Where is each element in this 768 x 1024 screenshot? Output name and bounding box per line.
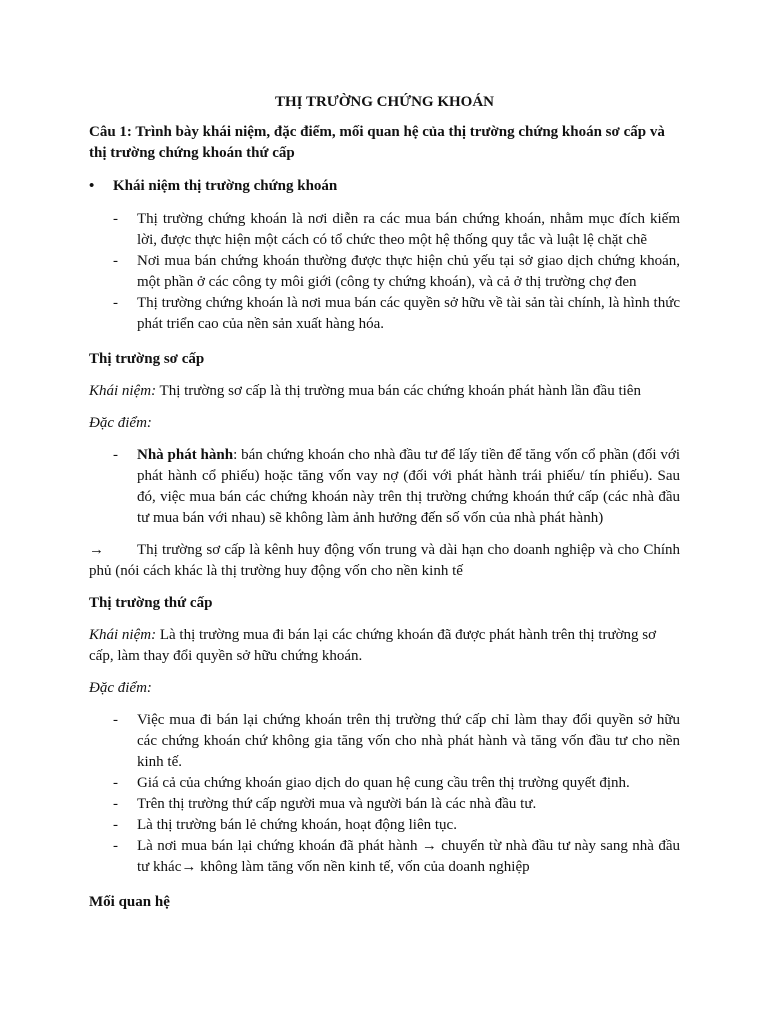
primary-concept-label: Khái niệm: (89, 383, 157, 399)
primary-concept-text: Thị trường sơ cấp là thị trường mua bán các chứng khoán phát hành lần đầu tiên (156, 383, 641, 399)
dash-marker: - (113, 295, 118, 311)
bullet-icon: • (89, 178, 95, 194)
primary-features-list (89, 445, 680, 529)
dash-marker: - (113, 712, 118, 728)
issuer-text: : bán chứng khoán cho nhà đầu tư để lấy tiền để tăng vốn cổ phần (đối với phát hành cổ phiếu) hoặc tăng vốn vay nợ (đối với phát hành trái phiếu/ tín phiếu). Sau đó, việc mua bán các chứng khoán này trên thị trường chứng khoán thứ cấp (các nhà đầu tư mua bán với nhau) sẽ không làm ảnh hưởng đến số vốn của nhà phát hành) (137, 447, 680, 526)
dash-marker: - (113, 447, 118, 463)
list-item-text: Giá cả của chứng khoán giao dịch do quan hệ cung cầu trên thị trường quyết định. (137, 775, 630, 791)
list-item-text: Là thị trường bán lẻ chứng khoán, hoạt động liên tục. (137, 817, 457, 833)
primary-concept (89, 381, 680, 402)
list-item-text: Trên thị trường thứ cấp người mua và người bán là các nhà đầu tư. (137, 796, 537, 812)
dash-marker: - (113, 775, 118, 791)
concept-bullet-heading (89, 176, 680, 197)
secondary-concept-text: Là thị trường mua đi bán lại các chứng khoán đã được phát hành trên thị trường sơ cấp, làm thay đổi quyền sở hữu chứng khoán. (89, 627, 657, 664)
dash-marker: - (113, 796, 118, 812)
secondary-concept (89, 625, 680, 667)
primary-conclusion-text: Thị trường sơ cấp là kênh huy động vốn trung và dài hạn cho doanh nghiệp và cho Chính phủ (nói cách khác là thị trường huy động vốn cho nền kinh tế (89, 542, 680, 579)
list-item-text: Nơi mua bán chứng khoán thường được thực hiện chủ yếu tại sở giao dịch chứng khoán, một phần ở các công ty môi giới (công ty chứng khoán), và cả ở thị trường chợ đen (137, 253, 680, 290)
list-item (89, 251, 680, 293)
secondary-market-heading: Thị trường thứ cấp (89, 595, 213, 611)
relationship-heading: Mối quan hệ (89, 894, 170, 910)
issuer-label: Nhà phát hành (137, 447, 234, 463)
list-item-text: Thị trường chứng khoán là nơi mua bán các quyền sở hữu về tài sản tài chính, là hình thức phát triển cao của nền sản xuất hàng hóa. (137, 295, 680, 332)
document-title: THỊ TRƯỜNG CHỨNG KHOÁN (274, 94, 495, 110)
dash-marker: - (113, 253, 118, 269)
list-item (89, 710, 680, 773)
dash-marker: - (113, 817, 118, 833)
list-item (89, 836, 680, 878)
concept-bullet-label: Khái niệm thị trường chứng khoán (113, 178, 338, 194)
list-item-text: Là nơi mua bán lại chứng khoán đã phát hành → chuyển từ nhà đầu tư này sang nhà đầu tư khác→ không làm tăng vốn nền kinh tế, vốn của doanh nghiệp (137, 838, 680, 875)
primary-conclusion (89, 540, 680, 582)
secondary-concept-label: Khái niệm: (89, 627, 157, 643)
list-item (89, 815, 680, 836)
primary-market-heading: Thị trường sơ cấp (89, 351, 205, 367)
arrow-icon: → (89, 542, 104, 558)
concept-list (89, 209, 680, 335)
dash-marker: - (113, 211, 118, 227)
dash-marker: - (113, 838, 118, 854)
list-item-text: Việc mua đi bán lại chứng khoán trên thị trường thứ cấp chỉ làm thay đổi quyền sở hữu các chứng khoán chứ không gia tăng vốn cho nhà phát hành và tăng vốn đầu tư cho nền kinh tế. (137, 712, 680, 770)
primary-features-label: Đặc điểm: (89, 415, 152, 431)
list-item (89, 794, 680, 815)
list-item (89, 445, 680, 529)
secondary-features-label: Đặc điểm: (89, 680, 152, 696)
list-item (89, 773, 680, 794)
list-item (89, 293, 680, 335)
list-item-text: Thị trường chứng khoán là nơi diễn ra các mua bán chứng khoán, nhằm mục đích kiếm lời, được thực hiện một cách có tổ chức theo một hệ thống quy tắc và luật lệ chặt chẽ (137, 211, 680, 248)
secondary-features-list (89, 710, 680, 878)
list-item (89, 209, 680, 251)
question-heading: Câu 1: Trình bày khái niệm, đặc điểm, mối quan hệ của thị trường chứng khoán sơ cấp và thị trường chứng khoán thứ cấp (89, 124, 665, 161)
